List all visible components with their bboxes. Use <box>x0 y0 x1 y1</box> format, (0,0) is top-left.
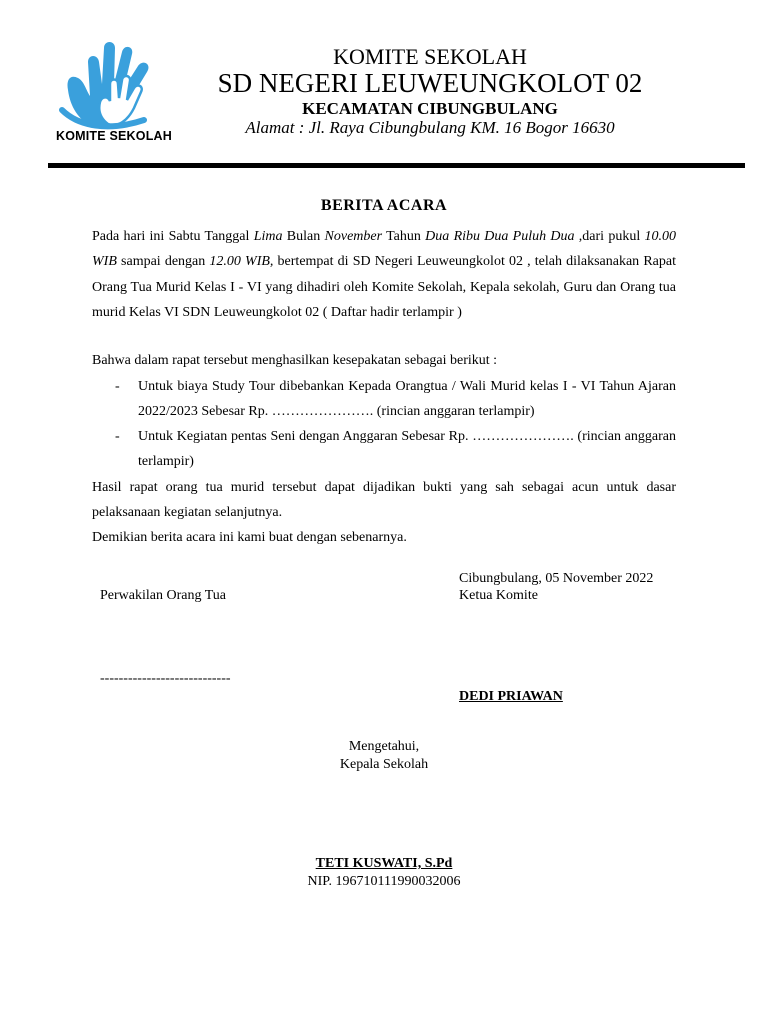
p1-text-3: Tahun <box>382 229 426 244</box>
kepala-sekolah-label: Kepala Sekolah <box>339 757 429 772</box>
perwakilan-ortu-label: Perwakilan Orang Tua <box>100 588 226 603</box>
logo-caption: KOMITE SEKOLAH <box>56 129 172 143</box>
p1-year: Dua Ribu Dua Puluh Dua <box>425 229 575 244</box>
place-date: Cibungbulang, 05 November 2022 <box>459 571 654 586</box>
mengetahui-label: Mengetahui, <box>348 739 420 754</box>
document-title: BERITA ACARA <box>320 197 448 214</box>
paragraph-agreement-intro: Bahwa dalam rapat tersebut menghasilkan kesepakatan sebagai berikut : <box>92 353 498 368</box>
p1-start-time: 10.00 WIB <box>92 229 677 270</box>
p1-day: Lima <box>253 229 283 244</box>
p1-text-1: Pada hari ini Sabtu Tanggal <box>92 229 254 244</box>
kepala-sekolah-nip: NIP. 196710111990032006 <box>307 874 461 889</box>
header-address: Alamat : Jl. Raya Cibungbulang KM. 16 Bogor 16630 <box>245 118 615 137</box>
paragraph-opening <box>92 224 676 325</box>
p1-text-4: ,dari pukul <box>574 229 645 244</box>
kepala-sekolah-name: TETI KUSWATI, S.Pd <box>315 856 453 871</box>
header-district: KECAMATAN CIBUNGBULANG <box>302 99 558 118</box>
bullet-marker: - <box>115 379 120 394</box>
komite-logo <box>48 40 180 148</box>
p1-text-6: bertempat di SD Negeri Leuweungkolot 02 , telah dilaksanakan Rapat Orang Tua Murid Kelas I - VI yang dihadiri oleh Komite Sekolah, Kepala sekolah, Guru dan Orang tua murid Kelas VI SDN Leuweungkolot 02 ( Daftar hadir terlampir ) <box>92 254 676 320</box>
ketua-komite-label: Ketua Komite <box>459 588 538 603</box>
header-school-name: SD NEGERI LEUWEUNGKOLOT 02 <box>217 68 643 98</box>
paragraph-result: Hasil rapat orang tua murid tersebut dapat dijadikan bukti yang sah sebagai acun untuk dasar pelaksanaan kegiatan selanjutnya. <box>92 480 676 521</box>
hands-icon <box>48 40 180 130</box>
p1-text-5: sampai dengan <box>116 254 210 270</box>
header-org-name: KOMITE SEKOLAH <box>333 44 527 69</box>
bullet-study-tour: Untuk biaya Study Tour dibebankan Kepada Orangtua / Wali Murid kelas I - VI Tahun Ajaran 2022/2023 Sebesar Rp. …………………. (rincian anggaran terlampir) <box>138 379 676 420</box>
ketua-komite-name: DEDI PRIAWAN <box>459 689 563 704</box>
paragraph-closing: Demikian berita acara ini kami buat dengan sebenarnya. <box>92 530 407 545</box>
p1-text-2: Bulan <box>282 229 325 244</box>
perwakilan-ortu-signature-line: ---------------------------- <box>100 671 231 686</box>
bullet-marker: - <box>115 429 120 444</box>
bullet-pentas-seni: Untuk Kegiatan pentas Seni dengan Anggaran Sebesar Rp. …………………. (rincian anggaran terlampir) <box>138 429 676 470</box>
p1-month: November <box>324 229 383 244</box>
header-divider <box>48 163 745 168</box>
p1-end-time: 12.00 WIB, <box>209 254 274 270</box>
